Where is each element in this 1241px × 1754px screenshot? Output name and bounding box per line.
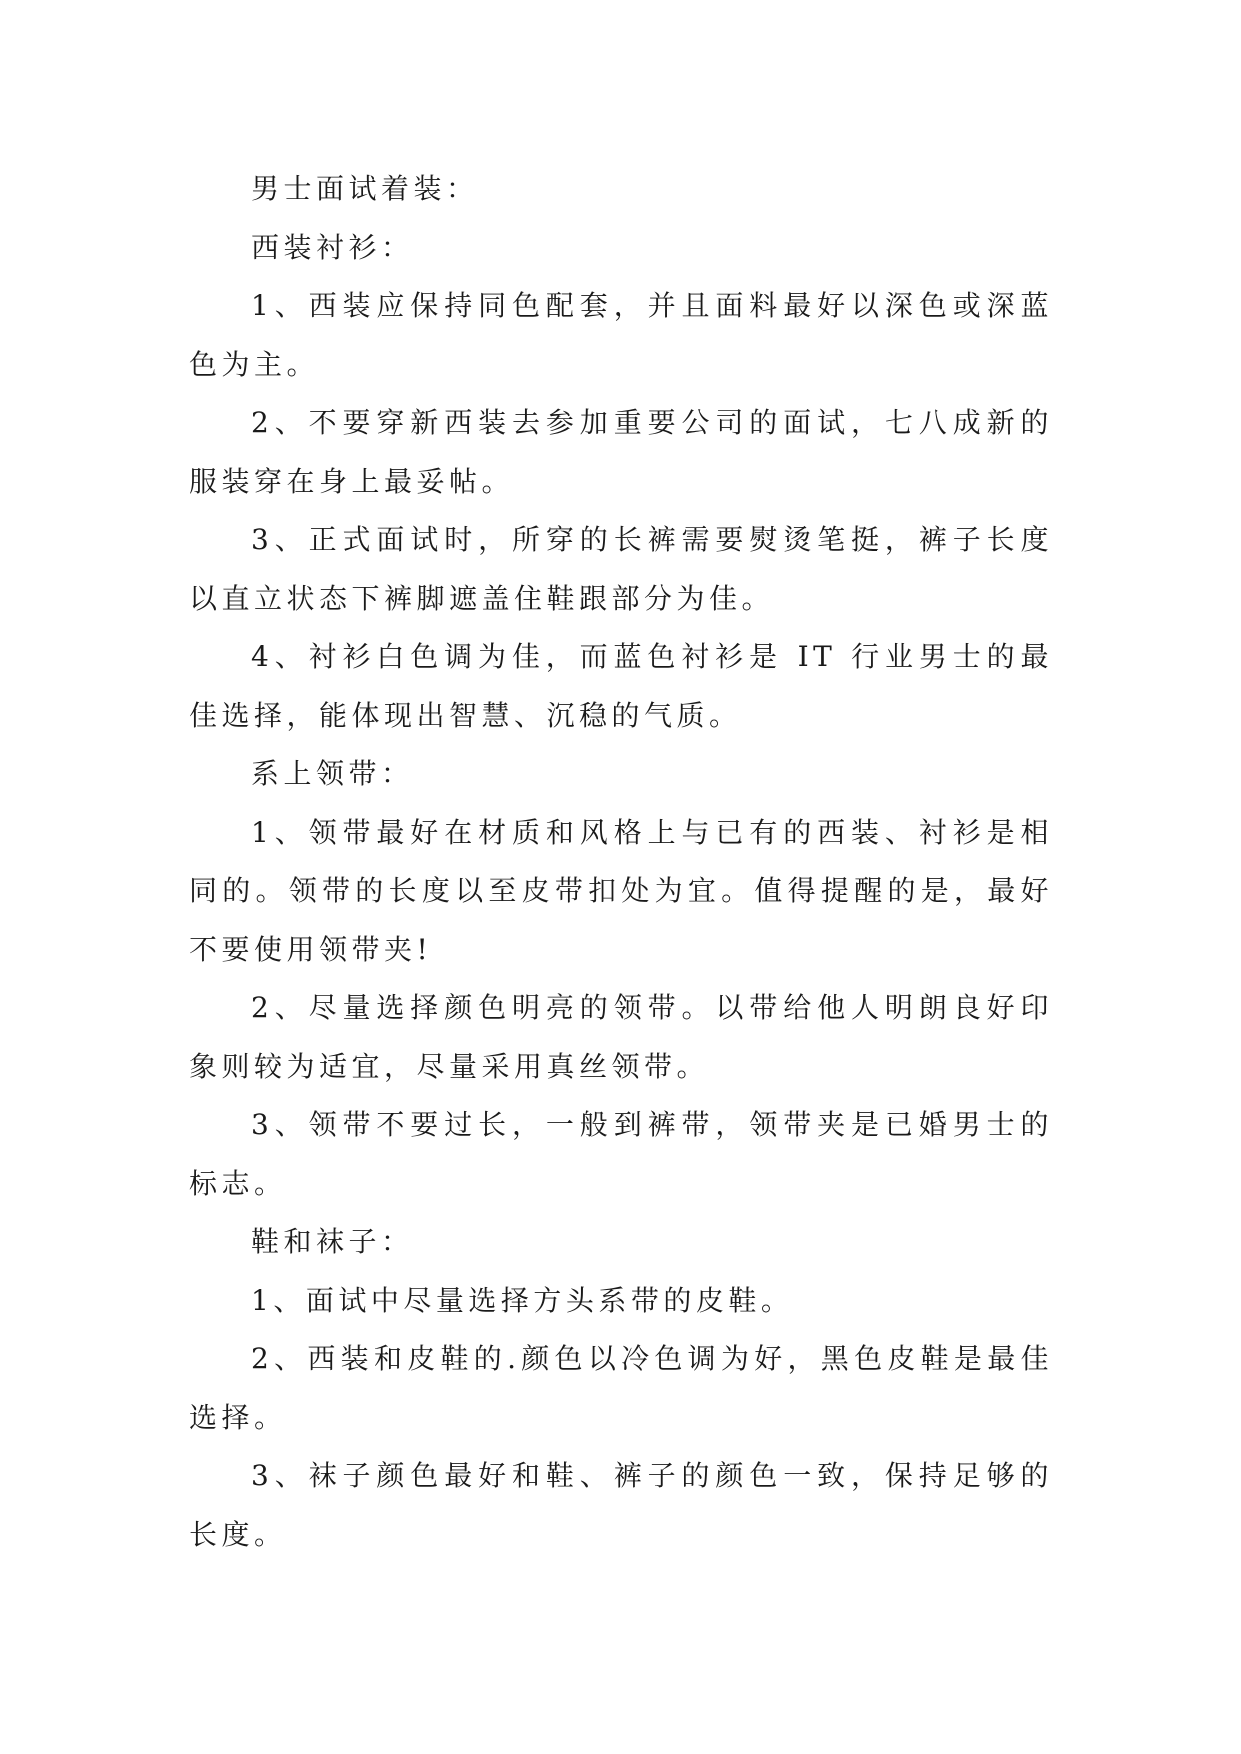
paragraph-suit-4: 4、衬衫白色调为佳，而蓝色衬衫是 IT 行业男士的最佳选择，能体现出智慧、沉稳的气质。 [189, 640, 1053, 732]
paragraph-suit-1: 1、西装应保持同色配套，并且面料最好以深色或深蓝色为主。 [189, 289, 1053, 381]
paragraph-shoes-3: 3、袜子颜色最好和鞋、裤子的颜色一致，保持足够的长度。 [189, 1459, 1053, 1551]
section-heading-suit-shirt: 西装衬衫： [251, 230, 414, 264]
paragraph-suit-2: 2、不要穿新西装去参加重要公司的面试，七八成新的服装穿在身上最妥帖。 [189, 406, 1053, 498]
paragraph-shoes-1: 1、面试中尽量选择方头系带的皮鞋。 [251, 1283, 794, 1317]
section-heading-shoes-socks: 鞋和袜子： [251, 1225, 414, 1258]
section-heading-tie: 系上领带： [251, 757, 414, 790]
heading-men-interview-attire: 男士面试着装： [251, 172, 479, 205]
paragraph-suit-3: 3、正式面试时，所穿的长裤需要熨烫笔挺，裤子长度以直立状态下裤脚遮盖住鞋跟部分为佳。 [189, 523, 1053, 615]
document-body [189, 160, 1053, 1564]
paragraph-shoes-2: 2、西装和皮鞋的.颜色以冷色调为好，黑色皮鞋是最佳选择。 [189, 1342, 1053, 1434]
paragraph-tie-2: 2、尽量选择颜色明亮的领带。以带给他人明朗良好印象则较为适宜，尽量采用真丝领带。 [189, 991, 1053, 1083]
paragraph-tie-1: 1、领带最好在材质和风格上与已有的西装、衬衫是相同的。领带的长度以至皮带扣处为宜。值得提醒的是，最好不要使用领带夹! [189, 815, 1053, 966]
paragraph-tie-3: 3、领带不要过长，一般到裤带，领带夹是已婚男士的标志。 [189, 1108, 1053, 1200]
